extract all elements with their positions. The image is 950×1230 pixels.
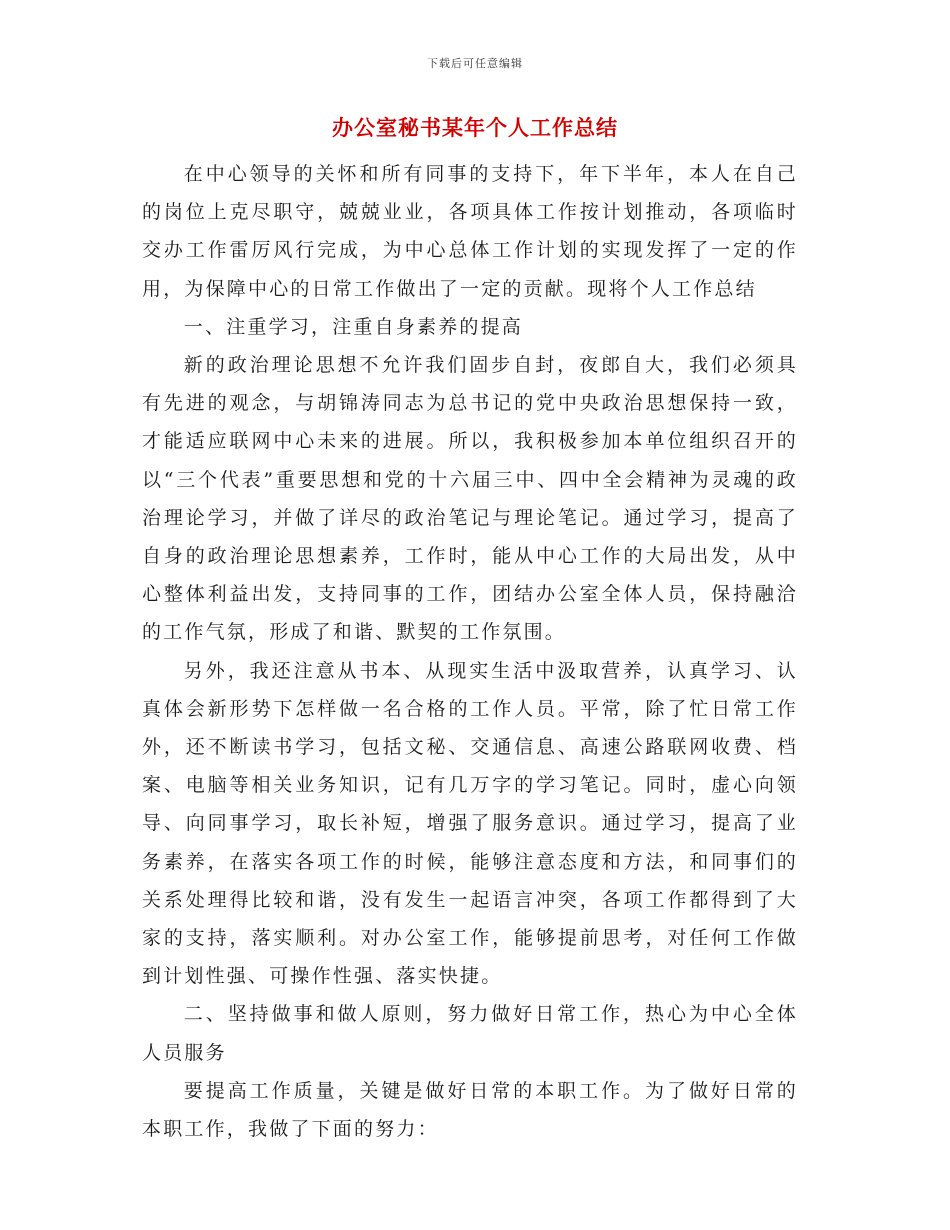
paragraph-intro: 在中心领导的关怀和所有同事的支持下，年下半年，本人在自己的岗位上克尽职守，兢兢业业，各项具体工作按计划推动，各项临时交办工作雷厉风行完成，为中心总体工作计划的实现发挥了一定的作用，为保障中心的日常工作做出了一定的贡献。现将个人工作总结 (142, 163, 798, 300)
paragraph-study-practice: 另外，我还注意从书本、从现实生活中汲取营养，认真学习、认真体会新形势下怎样做一名合格的工作人员。平常，除了忙日常工作外，还不断读书学习，包括文秘、交通信息、高速公路联网收费、档案、电脑等相关业务知识，记有几万字的学习笔记。同时，虚心向领导、向同事学习，取长补短，增强了服务意识。通过学习，提高了业务素养，在落实各项工作的时候，能够注意态度和方法，和同事们的关系处理得比较和谐，没有发生一起语言冲突，各项工作都得到了大家的支持，落实顺利。对办公室工作，能够提前思考，对任何工作做到计划性强、可操作性强、落实快捷。 (142, 659, 798, 988)
paragraph-study-politics: 新的政治理论思想不允许我们固步自封，夜郎自大，我们必须具有先进的观念，与胡锦涛同志为总书记的党中央政治思想保持一致，才能适应联网中心未来的进展。所以，我积极参加本单位组织召开的以“三个代表”重要思想和党的十六届三中、四中全会精神为灵魂的政治理论学习，并做了详尽的政治笔记与理论笔记。通过学习，提高了自身的政治理论思想素养，工作时，能从中心工作的大局出发，从中心整体利益出发，支持同事的工作，团结办公室全体人员，保持融洽的工作气氛，形成了和谐、默契的工作氛围。 (142, 354, 798, 644)
document-title: 办公室秘书某年个人工作总结 (332, 115, 618, 140)
header-note: 下载后可任意编辑 (427, 57, 523, 70)
section-heading-1: 一、注重学习，注重自身素养的提高 (183, 315, 523, 338)
paragraph-daily-work: 要提高工作质量，关键是做好日常的本职工作。为了做好日常的本职工作，我做了下面的努力： (142, 1079, 798, 1141)
section-heading-2: 二、坚持做事和做人原则，努力做好日常工作，热心为中心全体人员服务 (142, 1003, 798, 1064)
document-body (142, 155, 798, 1148)
